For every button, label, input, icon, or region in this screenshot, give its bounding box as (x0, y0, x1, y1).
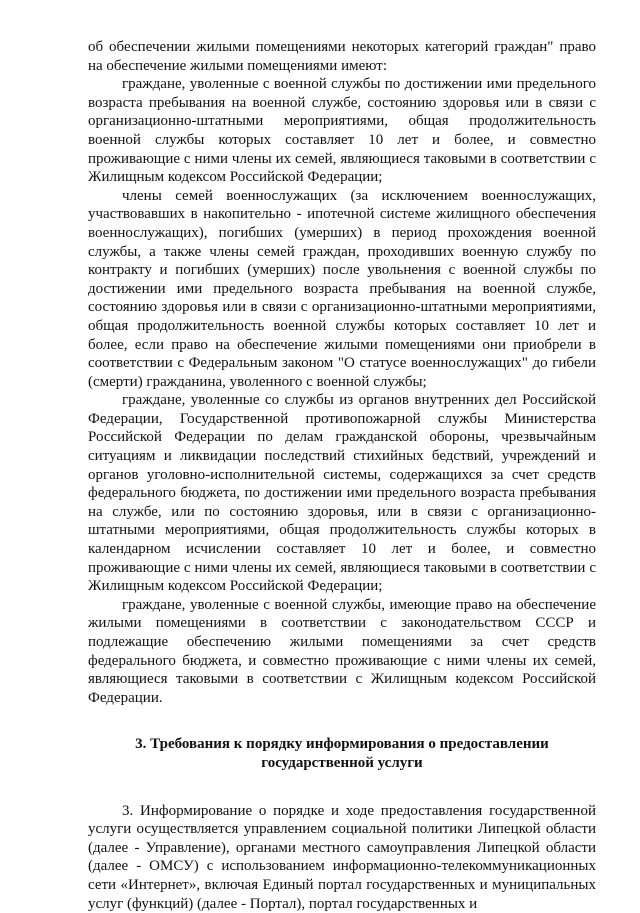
section-heading: 3. Требования к порядку информирования о предоставлении государственной услуги (135, 736, 549, 771)
paragraph-informing: 3. Информирование о порядке и ходе предоставления государственной услуги осуществляется управлением социальной политики Липецкой области (далее - Управление), органами местного самоуправления Липецкой области (далее - ОМСУ) с использованием информационно-телекоммуникационных сети «Интернет», включая Единый портал государственных и муниципальных услуг (функций) (далее - Портал), портал государственных и (88, 802, 596, 912)
paragraph-ussr-legislation: граждане, уволенные с военной службы, имеющие право на обеспечение жилыми помещениями в соответствии с законодательством СССР и подлежащие обеспечению жилыми помещениями за счет средств федерального бюджета, и совместно проживающие с ними члены их семей, являющиеся таковыми в соответствии с Жилищным кодексом Российской Федерации. (88, 596, 596, 706)
paragraph-intro: об обеспечении жилыми помещениями некоторых категорий граждан" право на обеспечение жилыми помещениями имеют: (88, 39, 596, 74)
paragraph-internal-affairs-retirees: граждане, уволенные со службы из органов внутренних дел Российской Федерации, Государственной противопожарной службы Министерства Российской Федерации по делам гражданской обороны, чрезвычайным ситуациям и ликвидации последствий стихийных бедствий, учреждений и органов уголовно-исполнительной системы, содержащихся за счет средств федерального бюджета, по достижении ими предельного возраста пребывания на службе, или по состоянию здоровья, или в связи с организационно-штатными мероприятиями, общая продолжительность службы которых в календарном исчислении составляет 10 лет и более, и совместно проживающие с ними члены их семей, являющиеся таковыми в соответствии с Жилищным кодексом Российской Федерации; (88, 392, 596, 595)
paragraph-military-families: члены семей военнослужащих (за исключением военнослужащих, участвовавших в накопительно - ипотечной системе жилищного обеспечения военнослужащих), погибших (умерших) в период прохождения военной службы, а также члены семей граждан, проходивших военную службу по контракту и погибших (умерших) после увольнения с военной службы по достижении ими предельного возраста пребывания на военной службе, состоянию здоровья или в связи с организационно-штатными мероприятиями, общая продолжительность военной службы которых составляет 10 лет и более, если право на обеспечение жилыми помещениями они приобрели в соответствии с Федеральным законом "О статусе военнослужащих" до гибели (смерти) гражданина, уволенного с военной службы; (88, 187, 596, 390)
paragraph-military-retirees: граждане, уволенные с военной службы по достижении ими предельного возраста пребывания на военной службе, состоянию здоровья или в связи с организационно-штатными мероприятиями, общая продолжительность военной службы которых составляет 10 лет и более, и совместно проживающие с ними члены их семей, являющиеся таковыми в соответствии с Жилищным кодексом Российской Федерации; (88, 76, 596, 186)
document-page (88, 38, 596, 913)
